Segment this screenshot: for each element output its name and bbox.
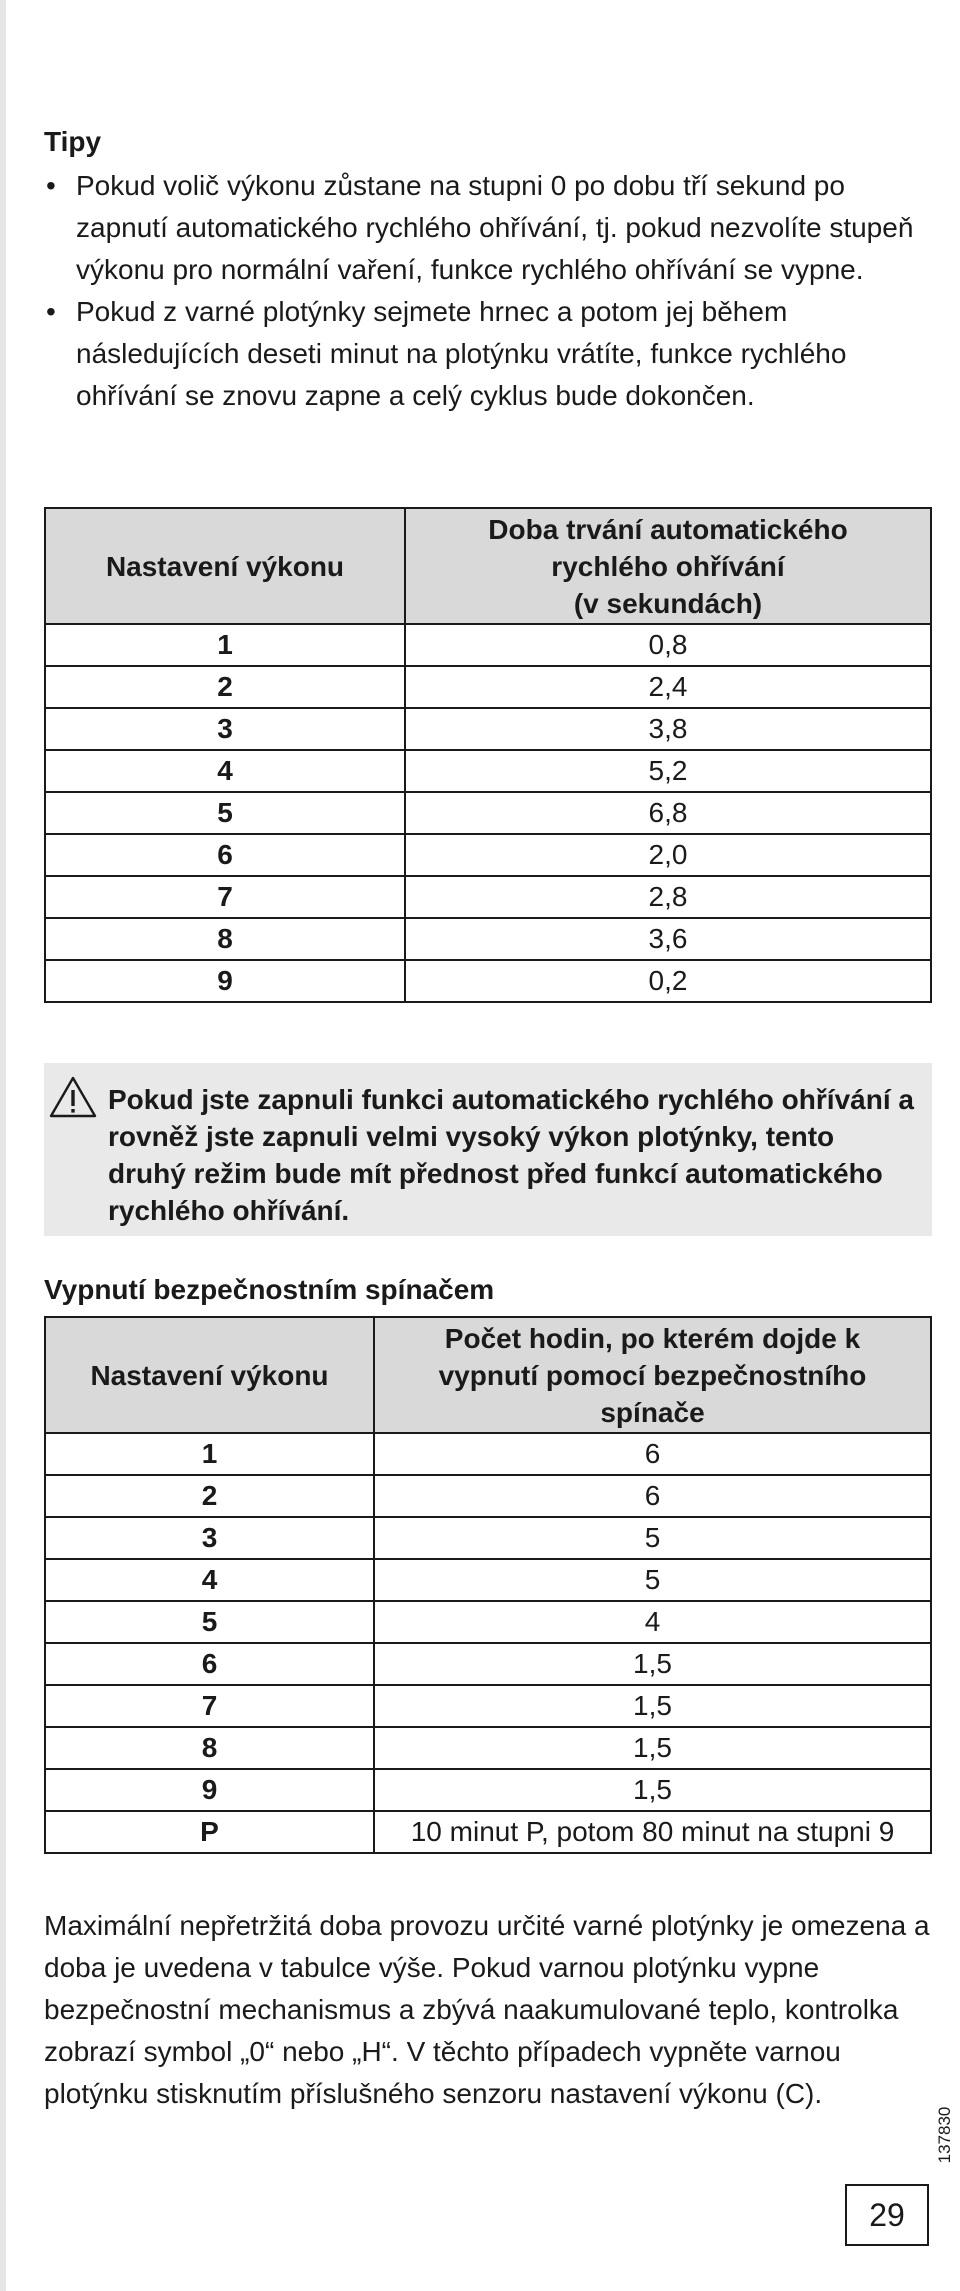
- column-header-power-setting: Nastavení výkonu: [45, 508, 405, 624]
- value-cell: 3,8: [405, 708, 931, 750]
- table-row: [45, 792, 931, 834]
- body-paragraph: Maximální nepřetržitá doba provozu určité varné plotýnky je omezena a doba je uvedena v tabulce výše. Pokud varnou plotýnku vypne bezpečnostní mechanismus a zbývá naakumulované teplo, kontrolka zobrazí symbol „0“ nebo „H“. V těchto případech vypněte varnou plotýnku stisknutím příslušného senzoru nastavení výkonu (C).: [44, 1910, 930, 2109]
- page-number: 29: [845, 2184, 929, 2246]
- setting-cell: 6: [45, 834, 405, 876]
- value-cell: 1,5: [374, 1769, 931, 1811]
- setting-cell: 6: [45, 1643, 374, 1685]
- table-row: [45, 708, 931, 750]
- value-cell: 2,8: [405, 876, 931, 918]
- table-row: [45, 1433, 931, 1475]
- value-cell: 4: [374, 1601, 931, 1643]
- column-header-duration: [405, 508, 931, 624]
- tips-list: [44, 165, 932, 417]
- safety-shutdown-table: [44, 1316, 932, 1854]
- value-cell: 1,5: [374, 1643, 931, 1685]
- table-row: [45, 1685, 931, 1727]
- setting-cell: 3: [45, 708, 405, 750]
- setting-cell: P: [45, 1811, 374, 1853]
- table-row: [45, 1811, 931, 1853]
- list-item: [44, 291, 932, 417]
- setting-cell: 9: [45, 960, 405, 1002]
- setting-cell: 8: [45, 1727, 374, 1769]
- tip-text: Pokud z varné plotýnky sejmete hrnec a potom jej během následujících deseti minut na plotýnku vrátíte, funkce rychlého ohřívání se znovu zapne a celý cyklus bude dokončen.: [76, 296, 847, 411]
- value-cell: 0,2: [405, 960, 931, 1002]
- setting-cell: 8: [45, 918, 405, 960]
- value-cell: 1,5: [374, 1685, 931, 1727]
- list-item: [44, 165, 932, 291]
- setting-cell: 5: [45, 792, 405, 834]
- table-header-row: [45, 1317, 931, 1433]
- page-edge: [0, 0, 6, 2291]
- warning-box: [44, 1063, 932, 1236]
- value-cell: 1,5: [374, 1727, 931, 1769]
- setting-cell: 7: [45, 876, 405, 918]
- table-row: [45, 750, 931, 792]
- table-row: [45, 666, 931, 708]
- table-row: [45, 1559, 931, 1601]
- value-cell: 0,8: [405, 624, 931, 666]
- table-row: [45, 1601, 931, 1643]
- setting-cell: 5: [45, 1601, 374, 1643]
- value-cell: 6: [374, 1433, 931, 1475]
- table-row: [45, 1727, 931, 1769]
- column-header-hours: [374, 1317, 931, 1433]
- bullet-icon: •: [46, 170, 56, 201]
- table-header-row: [45, 508, 931, 624]
- value-cell: 5: [374, 1517, 931, 1559]
- header-line: (v sekundách): [573, 587, 763, 619]
- header-line: Doba trvání automatického: [488, 513, 848, 545]
- setting-cell: 4: [45, 750, 405, 792]
- table-row: [45, 960, 931, 1002]
- header-line: spínače: [600, 1396, 705, 1428]
- header-line: Počet hodin, po kterém dojde k: [444, 1322, 861, 1354]
- safety-shutdown-heading: Vypnutí bezpečnostním spínačem: [44, 1274, 495, 1305]
- setting-cell: 3: [45, 1517, 374, 1559]
- setting-cell: 4: [45, 1559, 374, 1601]
- tips-heading: Tipy: [44, 126, 102, 157]
- value-cell: 6,8: [405, 792, 931, 834]
- table-row: [45, 1475, 931, 1517]
- value-cell: 3,6: [405, 918, 931, 960]
- warning-text: Pokud jste zapnuli funkci automatického rychlého ohřívání a rovněž jste zapnuli velmi vysoký výkon plotýnky, tento druhý režim bude mít přednost před funkcí automatického rychlého ohřívání.: [108, 1084, 914, 1226]
- warning-triangle-icon: [48, 1075, 98, 1119]
- setting-cell: 2: [45, 666, 405, 708]
- document-code-text: 137830: [935, 2106, 954, 2164]
- setting-cell: 9: [45, 1769, 374, 1811]
- table-row: [45, 1643, 931, 1685]
- document-code: [930, 2090, 960, 2180]
- table-row: [45, 918, 931, 960]
- quick-heat-duration-table: [44, 507, 932, 1003]
- setting-cell: 1: [45, 624, 405, 666]
- table-row: [45, 1769, 931, 1811]
- header-line: rychlého ohřívání: [551, 550, 785, 582]
- value-cell: 10 minut P, potom 80 minut na stupni 9: [374, 1811, 931, 1853]
- column-header-power-setting: Nastavení výkonu: [45, 1317, 374, 1433]
- tip-text: Pokud volič výkonu zůstane na stupni 0 po dobu tří sekund po zapnutí automatického rychlého ohřívání, tj. pokud nezvolíte stupeň výkonu pro normální vaření, funkce rychlého ohřívání se vypne.: [76, 170, 914, 285]
- setting-cell: 7: [45, 1685, 374, 1727]
- value-cell: 6: [374, 1475, 931, 1517]
- value-cell: 2,4: [405, 666, 931, 708]
- bullet-icon: •: [46, 296, 56, 327]
- value-cell: 2,0: [405, 834, 931, 876]
- table-row: [45, 876, 931, 918]
- table-row: [45, 1517, 931, 1559]
- setting-cell: 2: [45, 1475, 374, 1517]
- value-cell: 5,2: [405, 750, 931, 792]
- table-row: [45, 834, 931, 876]
- value-cell: 5: [374, 1559, 931, 1601]
- setting-cell: 1: [45, 1433, 374, 1475]
- table-row: [45, 624, 931, 666]
- header-line: vypnutí pomocí bezpečnostního: [438, 1359, 867, 1391]
